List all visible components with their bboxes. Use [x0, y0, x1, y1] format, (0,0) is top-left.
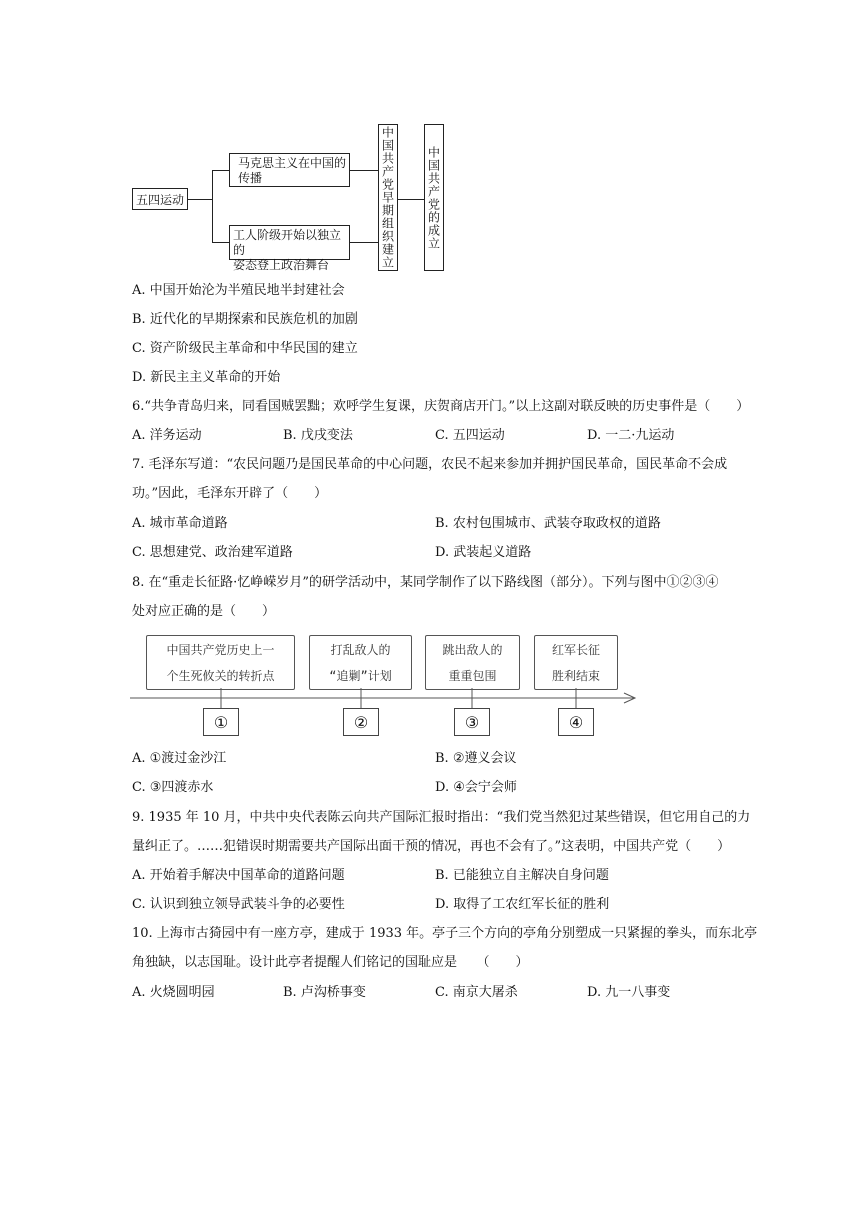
q9-option-d: D. 取得了工农红军长征的胜利	[435, 897, 610, 912]
q8-option-a: A. ①渡过金沙江	[132, 751, 227, 766]
q7-stem-line: 功。”因此，毛泽东开辟了（ ）	[132, 486, 328, 501]
timeline-event-line: 打乱敌人的	[330, 642, 391, 657]
timeline-event-line: 胜利结束	[551, 668, 600, 683]
q10-option-b: B. 卢沟桥事变	[283, 985, 366, 1000]
q9-option-a: A. 开始着手解决中国革命的道路问题	[132, 868, 345, 883]
timeline-event-line: “追剿”计划	[329, 668, 392, 683]
connector	[188, 199, 212, 200]
q8-option-d: D. ④会宁会师	[435, 780, 517, 795]
diagram-branch-top	[229, 153, 350, 187]
q7-option-a: A. 城市革命道路	[132, 516, 228, 531]
connector	[212, 170, 213, 243]
q10-option-d: D. 九一八事变	[587, 985, 671, 1000]
connector	[212, 242, 229, 243]
connector	[398, 199, 424, 200]
timeline-event-line: 红军长征	[551, 642, 600, 657]
q5-option-c: C. 资产阶级民主革命和中华民国的建立	[132, 341, 358, 356]
diagram-middle-box	[378, 124, 398, 271]
diagram-right-box	[424, 124, 444, 271]
q8-stem-line: 处对应正确的是（ ）	[132, 604, 276, 619]
branch-top-line: 传播	[238, 171, 263, 185]
timeline-marker: ②	[343, 708, 379, 736]
q5-option-d: D. 新民主主义革命的开始	[132, 370, 281, 385]
q9-stem-line: 量纠正了。……犯错误时期需要共产国际出面干预的情况，再也不会有了。”这表明，中国共产党（ ）	[132, 839, 731, 854]
diagram-middle-label: 中国共产党早期组织建立	[380, 126, 395, 269]
q10-option-a: A. 火烧圆明园	[132, 985, 215, 1000]
q6-option-b: B. 戊戌变法	[283, 428, 353, 443]
q8-stem-line: 8. 在“重走长征路·忆峥嵘岁月”的研学活动中，某同学制作了以下路线图（部分）。下列与图中①②③④	[132, 575, 719, 590]
q5-option-a: A. 中国开始沦为半殖民地半封建社会	[132, 283, 345, 298]
q10-stem-line: 角独缺，以志国耻。设计此亭者提醒人们铭记的国耻应是 （ ）	[132, 955, 529, 970]
q10-option-c: C. 南京大屠杀	[435, 985, 518, 1000]
timeline-event-line: 跳出敌人的	[442, 642, 503, 657]
timeline-marker: ①	[203, 708, 239, 736]
q9-stem-line: 9. 1935 年 10 月，中共中央代表陈云向共产国际汇报时指出：“我们党当然犯过某些错误，但它用自己的力	[132, 810, 751, 825]
q6-option-a: A. 洋务运动	[132, 428, 202, 443]
connector	[350, 242, 378, 243]
q7-stem-line: 7. 毛泽东写道：“农民问题乃是国民革命的中心问题，农民不起来参加并拥护国民革命，国民革命不会成	[132, 457, 728, 472]
q7-option-d: D. 武装起义道路	[435, 545, 532, 560]
q7-option-b: B. 农村包围城市、武装夺取政权的道路	[435, 516, 661, 531]
connector	[212, 170, 229, 171]
q9-option-c: C. 认识到独立领导武装斗争的必要性	[132, 897, 345, 912]
branch-bottom-line: 工人阶级开始以独立的	[233, 228, 342, 257]
q6-stem: 6.“共争青岛归来，同看国贼罢黜；欢呼学生复课，庆贺商店开门。”以上这副对联反映的历史事件是（ ）	[132, 399, 750, 414]
diagram-root-box	[132, 188, 188, 210]
q8-option-b: B. ②遵义会议	[435, 751, 517, 766]
timeline-marker: ③	[454, 708, 490, 736]
q6-option-c: C. 五四运动	[435, 428, 505, 443]
branch-bottom-line: 姿态登上政治舞台	[233, 258, 330, 272]
diagram-branch-bottom	[229, 225, 350, 272]
branch-top-line: 马克思主义在中国的	[238, 156, 347, 170]
timeline-event-box	[309, 635, 412, 690]
connector	[350, 170, 378, 171]
timeline-event-box	[425, 635, 520, 690]
q9-option-b: B. 已能独立自主解决自身问题	[435, 868, 609, 883]
diagram-right-label: 中国共产党的成立	[426, 145, 441, 250]
q7-option-c: C. 思想建党、政治建军道路	[132, 545, 293, 560]
timeline-arrow	[130, 688, 640, 708]
timeline-event-line: 中国共产党历史上一	[166, 642, 275, 657]
q6-option-d: D. 一二·九运动	[587, 428, 675, 443]
timeline-marker: ④	[558, 708, 594, 736]
q10-stem-line: 10. 上海市古猗园中有一座方亭，建成于 1933 年。亭子三个方向的亭角分别塑成一只紧握的拳头，而东北亭	[132, 926, 758, 941]
timeline-event-box	[534, 635, 618, 690]
timeline-event-box	[146, 635, 295, 690]
q5-option-b: B. 近代化的早期探索和民族危机的加剧	[132, 312, 358, 327]
diagram-root-label: 五四运动	[135, 192, 184, 207]
q8-option-c: C. ③四渡赤水	[132, 780, 214, 795]
timeline-event-line: 个生死攸关的转折点	[166, 668, 275, 683]
timeline-event-line: 重重包围	[448, 668, 497, 683]
